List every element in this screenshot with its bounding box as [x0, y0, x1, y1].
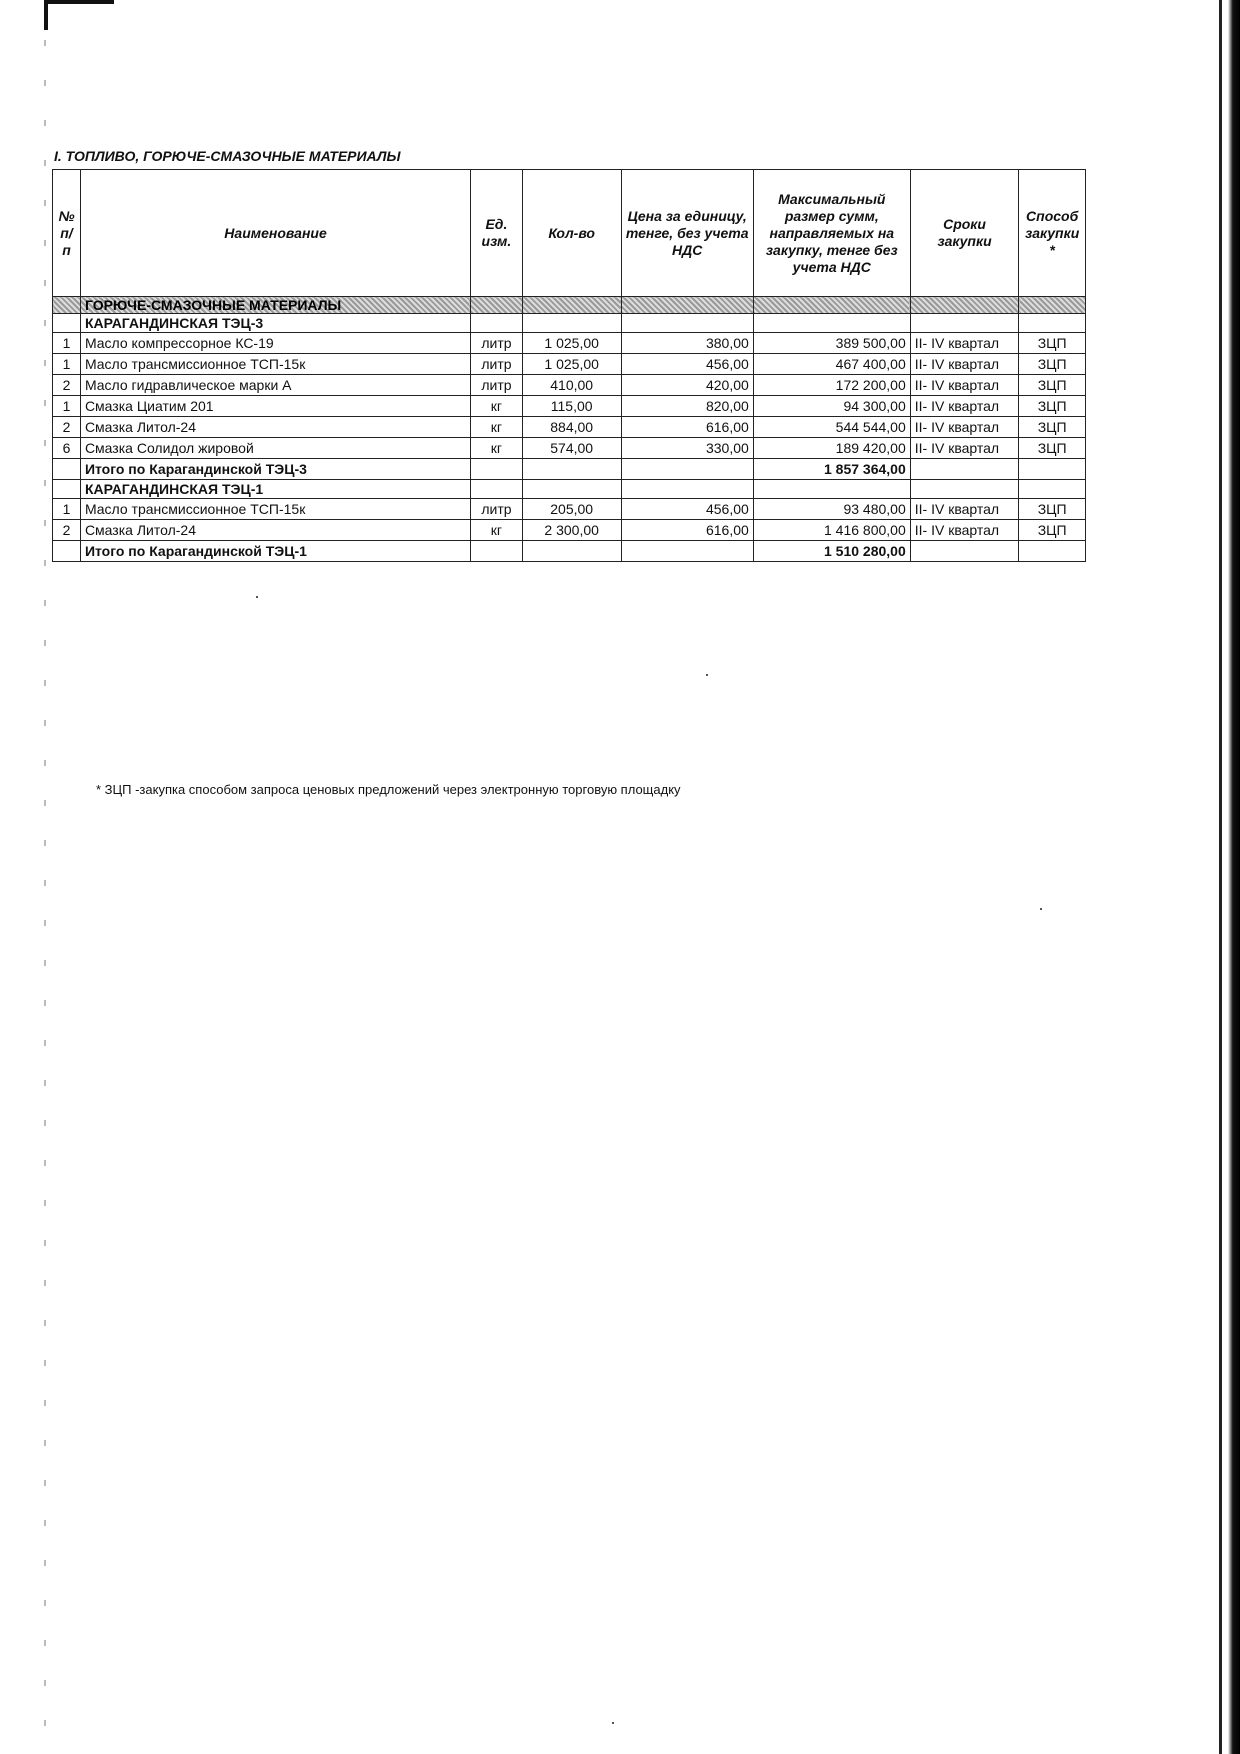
row-qty: 410,00 [522, 375, 621, 396]
scan-edge-right [1228, 0, 1240, 1754]
row-no: 2 [53, 520, 81, 541]
total-amount: 1 857 364,00 [753, 459, 910, 480]
row-method: ЗЦП [1019, 333, 1086, 354]
group-row [53, 314, 1086, 333]
row-method: ЗЦП [1019, 354, 1086, 375]
row-term: II- IV квартал [910, 354, 1019, 375]
group-empty-cell [522, 314, 621, 333]
group-empty-cell [753, 314, 910, 333]
total-row [53, 459, 1086, 480]
row-method: ЗЦП [1019, 375, 1086, 396]
header-max-amount: Максимальный размер сумм, направляемых на закупку, тенге без учета НДС [753, 170, 910, 297]
table-row [53, 417, 1086, 438]
scan-edge-left [44, 0, 46, 1754]
row-qty: 1 025,00 [522, 333, 621, 354]
total-empty-cell [471, 541, 523, 562]
row-price: 820,00 [621, 396, 753, 417]
table-row [53, 520, 1086, 541]
row-max-amount: 93 480,00 [753, 499, 910, 520]
row-term: II- IV квартал [910, 375, 1019, 396]
header-no: № п/п [53, 170, 81, 297]
section-cell [753, 297, 910, 314]
group-no-cell [53, 480, 81, 499]
row-term: II- IV квартал [910, 417, 1019, 438]
row-qty: 884,00 [522, 417, 621, 438]
row-method: ЗЦП [1019, 520, 1086, 541]
row-name: Смазка Литол-24 [80, 520, 470, 541]
total-empty-cell [910, 541, 1019, 562]
row-method: ЗЦП [1019, 438, 1086, 459]
group-empty-cell [621, 314, 753, 333]
group-empty-cell [910, 314, 1019, 333]
row-term: II- IV квартал [910, 333, 1019, 354]
header-term: Сроки закупки [910, 170, 1019, 297]
row-unit: кг [471, 520, 523, 541]
row-unit: кг [471, 396, 523, 417]
group-name: КАРАГАНДИНСКАЯ ТЭЦ-1 [80, 480, 470, 499]
row-term: II- IV квартал [910, 396, 1019, 417]
total-row [53, 541, 1086, 562]
row-price: 420,00 [621, 375, 753, 396]
row-unit: кг [471, 417, 523, 438]
total-empty-cell [522, 459, 621, 480]
row-name: Масло трансмиссионное ТСП-15к [80, 354, 470, 375]
section-row [53, 297, 1086, 314]
scan-speck [612, 1722, 614, 1724]
table-row [53, 396, 1086, 417]
section-label: ГОРЮЧЕ-СМАЗОЧНЫЕ МАТЕРИАЛЫ [80, 297, 470, 314]
table-row [53, 354, 1086, 375]
section-no-cell [53, 297, 81, 314]
row-max-amount: 94 300,00 [753, 396, 910, 417]
header-unit: Ед. изм. [471, 170, 523, 297]
row-name: Смазка Литол-24 [80, 417, 470, 438]
procurement-table [52, 169, 1086, 562]
total-no-cell [53, 541, 81, 562]
group-empty-cell [471, 480, 523, 499]
row-no: 1 [53, 333, 81, 354]
total-empty-cell [471, 459, 523, 480]
row-max-amount: 172 200,00 [753, 375, 910, 396]
group-row [53, 480, 1086, 499]
row-method: ЗЦП [1019, 417, 1086, 438]
total-no-cell [53, 459, 81, 480]
group-no-cell [53, 314, 81, 333]
table-row [53, 375, 1086, 396]
total-amount: 1 510 280,00 [753, 541, 910, 562]
row-unit: литр [471, 499, 523, 520]
row-no: 1 [53, 499, 81, 520]
row-no: 1 [53, 354, 81, 375]
row-price: 330,00 [621, 438, 753, 459]
row-no: 2 [53, 375, 81, 396]
row-max-amount: 467 400,00 [753, 354, 910, 375]
row-qty: 205,00 [522, 499, 621, 520]
row-term: II- IV квартал [910, 499, 1019, 520]
row-max-amount: 544 544,00 [753, 417, 910, 438]
total-label: Итого по Карагандинской ТЭЦ-1 [80, 541, 470, 562]
total-empty-cell [1019, 541, 1086, 562]
group-empty-cell [522, 480, 621, 499]
group-empty-cell [621, 480, 753, 499]
row-name: Масло компрессорное КС-19 [80, 333, 470, 354]
row-max-amount: 1 416 800,00 [753, 520, 910, 541]
table-body [53, 297, 1086, 562]
row-qty: 115,00 [522, 396, 621, 417]
group-empty-cell [753, 480, 910, 499]
scan-corner-mark-vertical [44, 0, 48, 30]
scan-speck [256, 596, 258, 598]
row-price: 456,00 [621, 354, 753, 375]
header-price: Цена за единицу, тенге, без учета НДС [621, 170, 753, 297]
total-empty-cell [621, 459, 753, 480]
row-unit: литр [471, 354, 523, 375]
section-cell [621, 297, 753, 314]
row-method: ЗЦП [1019, 499, 1086, 520]
row-method: ЗЦП [1019, 396, 1086, 417]
group-name: КАРАГАНДИНСКАЯ ТЭЦ-3 [80, 314, 470, 333]
row-qty: 1 025,00 [522, 354, 621, 375]
row-no: 2 [53, 417, 81, 438]
row-term: II- IV квартал [910, 520, 1019, 541]
table-row [53, 499, 1086, 520]
group-empty-cell [910, 480, 1019, 499]
table-header-row [53, 170, 1086, 297]
scan-speck [706, 674, 708, 676]
total-empty-cell [1019, 459, 1086, 480]
section-cell [522, 297, 621, 314]
row-max-amount: 389 500,00 [753, 333, 910, 354]
row-price: 380,00 [621, 333, 753, 354]
row-unit: кг [471, 438, 523, 459]
row-qty: 2 300,00 [522, 520, 621, 541]
row-name: Масло трансмиссионное ТСП-15к [80, 499, 470, 520]
group-empty-cell [471, 314, 523, 333]
row-price: 616,00 [621, 520, 753, 541]
section-cell [471, 297, 523, 314]
total-empty-cell [910, 459, 1019, 480]
group-empty-cell [1019, 314, 1086, 333]
row-name: Смазка Солидол жировой [80, 438, 470, 459]
scan-edge-right-line [1219, 0, 1222, 1754]
row-max-amount: 189 420,00 [753, 438, 910, 459]
row-no: 1 [53, 396, 81, 417]
scan-speck [1040, 908, 1042, 910]
row-name: Смазка Циатим 201 [80, 396, 470, 417]
table-row [53, 438, 1086, 459]
header-qty: Кол-во [522, 170, 621, 297]
row-price: 616,00 [621, 417, 753, 438]
section-cell [1019, 297, 1086, 314]
section-cell [910, 297, 1019, 314]
header-method: Способ закупки * [1019, 170, 1086, 297]
document-title: I. ТОПЛИВО, ГОРЮЧЕ-СМАЗОЧНЫЕ МАТЕРИАЛЫ [54, 148, 401, 164]
total-empty-cell [522, 541, 621, 562]
footnote: * ЗЦП -закупка способом запроса ценовых предложений через электронную торговую площадку [96, 782, 681, 797]
row-price: 456,00 [621, 499, 753, 520]
row-unit: литр [471, 333, 523, 354]
row-term: II- IV квартал [910, 438, 1019, 459]
scan-corner-mark [44, 0, 114, 4]
table-row [53, 333, 1086, 354]
row-qty: 574,00 [522, 438, 621, 459]
row-no: 6 [53, 438, 81, 459]
row-name: Масло гидравлическое марки А [80, 375, 470, 396]
header-name: Наименование [80, 170, 470, 297]
total-empty-cell [621, 541, 753, 562]
row-unit: литр [471, 375, 523, 396]
total-label: Итого по Карагандинской ТЭЦ-3 [80, 459, 470, 480]
group-empty-cell [1019, 480, 1086, 499]
